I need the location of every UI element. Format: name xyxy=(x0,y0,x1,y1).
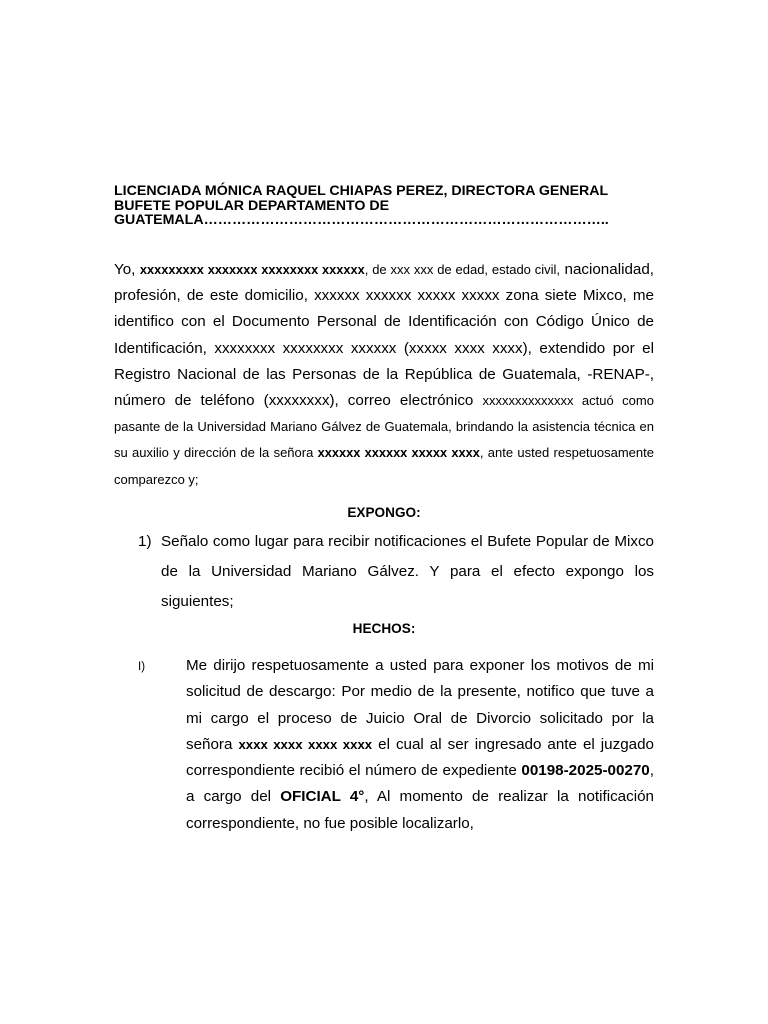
intro-text-4: xxxxxxxxxxxxxx actuó como pasante de la Universidad Mariano Gálvez de Guatemala, brindando la asistencia técnica en su auxilio y dirección de la señora xyxy=(114,393,654,461)
document-heading xyxy=(114,184,654,228)
section-title-hechos: HECHOS: xyxy=(352,621,416,636)
intro-paragraph xyxy=(114,257,654,493)
intro-text-3: nacionalidad, profesión, de este domicilio, xxxxxx xxxxxx xxxxx xxxxx zona siete Mixco, me identifico con el Documento Personal de Identificación con Código Único de Identificación, xxxxxxxx xxxxxxxx xxxxxx (xxxxx xxxx xxxx), extendido por el Registro Nacional de las Personas de la República de Guatemala, -RENAP-, número de teléfono (xxxxxxxx), correo electrónico xyxy=(114,261,655,410)
case-number: 00198-2025-00270 xyxy=(521,762,650,780)
intro-text-1: Yo, xyxy=(114,261,140,278)
heading-line-3: GUATEMALA………………………………………………………………………….. xyxy=(114,212,609,228)
section-title-expongo: EXPONGO: xyxy=(347,505,421,520)
list-item-text: Señalo como lugar para recibir notificaciones el Bufete Popular de Mixco de la Universidad Mariano Gálvez. Y para el efecto expongo los siguientes; xyxy=(161,533,654,610)
hechos-list-item xyxy=(138,653,654,837)
hecho-client-name: xxxx xxxx xxxx xxxx xyxy=(238,736,373,752)
hecho-text-3: , a cargo del xyxy=(186,762,654,806)
intro-text-2: , de xxx xxx de edad, estado civil, xyxy=(364,262,561,277)
hecho-text-4: , Al momento de realizar la notificación correspondiente, no fue posible localizarlo, xyxy=(186,788,654,832)
intro-text-5: , ante usted respetuosamente comparezco y; xyxy=(114,445,654,487)
hecho-text-1: Me dirijo respetuosamente a usted para exponer los motivos de mi solicitud de descargo: Por medio de la presente, notifico que tuve a mi cargo el proceso de Juicio Oral de Divorcio solicitado por la señora xyxy=(186,657,654,753)
list-item-number: I) xyxy=(138,661,146,673)
expongo-list-item xyxy=(138,527,654,617)
hecho-text-2: el cual al ser ingresado ante el juzgado correspondiente recibió el número de expediente xyxy=(186,735,654,780)
list-item-number: 1) xyxy=(138,533,152,550)
client-name: xxxxxx xxxxxx xxxxx xxxx xyxy=(317,445,480,461)
applicant-name: xxxxxxxxx xxxxxxx xxxxxxxx xxxxxx xyxy=(139,262,365,277)
heading-line-2: BUFETE POPULAR DEPARTAMENTO DE xyxy=(114,197,390,214)
officer-label: OFICIAL 4° xyxy=(280,788,365,806)
heading-line-1: LICENCIADA MÓNICA RAQUEL CHIAPAS PEREZ, DIRECTORA GENERAL xyxy=(114,183,609,199)
list-item-text xyxy=(186,653,654,837)
